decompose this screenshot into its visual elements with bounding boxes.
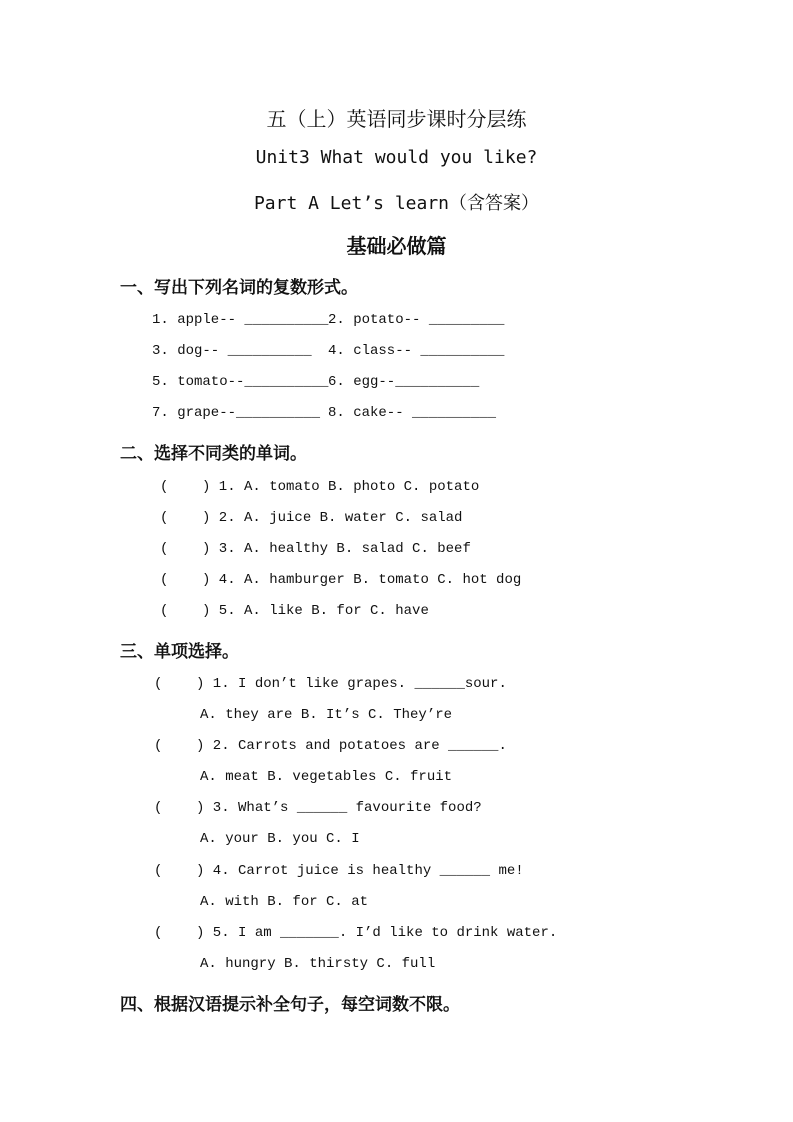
plural-item: 3. dog-- __________: [152, 343, 312, 359]
mc-question: ( ) 5. I am _______. I’d like to drink water.: [154, 925, 558, 941]
unit-title: Unit3 What would you like?: [255, 147, 538, 168]
plural-item: 4. class-- __________: [328, 343, 505, 359]
plural-item: 1. apple-- __________: [152, 312, 329, 328]
part-title: Part A Let’s learn（含答案）: [253, 193, 540, 214]
mc-question: ( ) 1. I don’t like grapes. ______sour.: [154, 676, 507, 692]
plural-item: 5. tomato--__________: [152, 374, 329, 390]
mc-options: A. with B. for C. at: [200, 894, 369, 910]
mc-options: A. they are B. It’s C. They’re: [200, 707, 453, 723]
mc-options: A. meat B. vegetables C. fruit: [200, 769, 453, 785]
mc-question: ( ) 4. Carrot juice is healthy ______ me!: [154, 863, 524, 879]
mc-question: ( ) 2. Carrots and potatoes are ______.: [154, 738, 507, 754]
level-title: 基础必做篇: [346, 234, 447, 258]
plural-item: 6. egg--__________: [328, 374, 480, 390]
odd-one-out-item: ( ) 3. A. healthy B. salad C. beef: [160, 541, 471, 557]
odd-one-out-item: ( ) 2. A. juice B. water C. salad: [160, 510, 463, 526]
mc-options: A. hungry B. thirsty C. full: [200, 956, 436, 972]
section-1-heading: 一、写出下列名词的复数形式。: [120, 278, 358, 298]
section-2-heading: 二、选择不同类的单词。: [120, 444, 307, 464]
plural-item: 2. potato-- _________: [328, 312, 505, 328]
page-title: 五（上）英语同步课时分层练: [266, 107, 527, 131]
mc-options: A. your B. you C. I: [200, 831, 360, 847]
plural-item: 8. cake-- __________: [328, 405, 497, 421]
mc-question: ( ) 3. What’s ______ favourite food?: [154, 800, 482, 816]
odd-one-out-item: ( ) 5. A. like B. for C. have: [160, 603, 429, 619]
odd-one-out-item: ( ) 1. A. tomato B. photo C. potato: [160, 479, 480, 495]
section-4-heading: 四、根据汉语提示补全句子，每空词数不限。: [120, 995, 460, 1015]
plural-item: 7. grape--__________: [152, 405, 321, 421]
section-3-heading: 三、单项选择。: [120, 642, 239, 662]
odd-one-out-item: ( ) 4. A. hamburger B. tomato C. hot dog: [160, 572, 522, 588]
